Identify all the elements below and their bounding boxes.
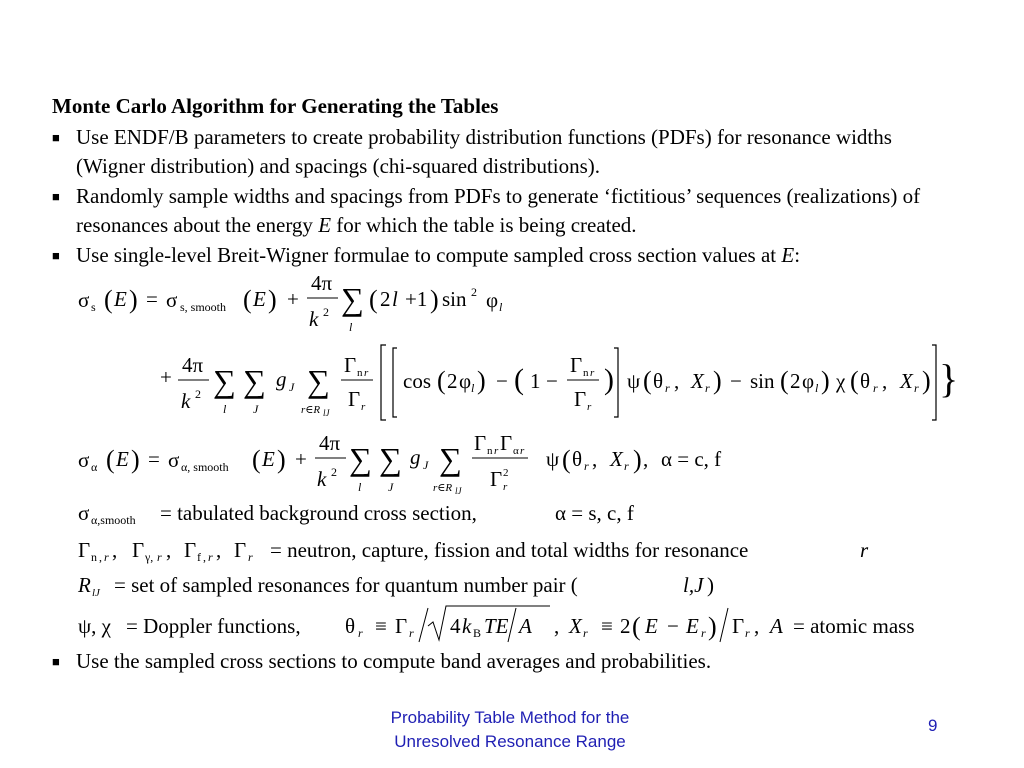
svg-text:(: (: [780, 366, 789, 395]
square-bullet-icon: ■: [52, 189, 60, 204]
svg-text:ψ: ψ: [546, 447, 560, 471]
svg-text:(: (: [243, 285, 252, 314]
svg-text:n: n: [583, 367, 589, 379]
svg-text:,: ,: [203, 550, 206, 564]
square-bullet-icon: ■: [52, 130, 60, 145]
definition-smooth: [78, 501, 634, 527]
svg-text:r: r: [584, 459, 589, 473]
svg-text:α,smooth: α,smooth: [91, 513, 136, 527]
svg-text:(: (: [850, 366, 859, 395]
svg-text:l,J: l,J: [683, 573, 704, 597]
svg-text:(: (: [562, 445, 571, 474]
svg-text:f: f: [197, 550, 201, 564]
svg-text:k: k: [317, 467, 327, 491]
svg-text:4: 4: [450, 614, 461, 638]
svg-text:J: J: [423, 458, 429, 472]
svg-text:,: ,: [882, 369, 888, 393]
svg-text:4π: 4π: [311, 271, 333, 295]
svg-text:−: −: [667, 614, 679, 638]
svg-text:θ: θ: [345, 614, 356, 638]
svg-text:E: E: [645, 614, 658, 638]
svg-text:r: r: [358, 626, 363, 640]
svg-text:Γ: Γ: [474, 431, 487, 455]
svg-text:2: 2: [331, 465, 337, 479]
bullet-text: Use single-level Breit-Wigner formulae to compute sampled cross section values at E:: [76, 243, 801, 267]
svg-text:∑: ∑: [341, 281, 364, 317]
svg-text:r: r: [409, 626, 414, 640]
svg-text:Γ: Γ: [732, 614, 745, 638]
svg-text:X: X: [610, 447, 623, 471]
svg-text:σ: σ: [166, 288, 178, 312]
svg-text:2: 2: [380, 287, 391, 311]
svg-text:E: E: [253, 287, 266, 311]
svg-text:(: (: [632, 612, 641, 641]
svg-text:=: =: [146, 287, 158, 311]
svg-text:): ): [922, 366, 931, 395]
svg-text:J: J: [289, 380, 295, 394]
svg-text:Γ: Γ: [574, 387, 587, 411]
svg-text:R: R: [78, 573, 91, 597]
svg-text:Γ: Γ: [344, 353, 357, 377]
svg-text:): ): [129, 285, 138, 314]
svg-text:): ): [821, 366, 830, 395]
svg-text:): ): [707, 573, 714, 597]
svg-text:r: r: [705, 381, 710, 395]
svg-text:ψ: ψ: [627, 369, 641, 393]
svg-text:r: r: [248, 550, 253, 564]
svg-text:TE: TE: [484, 614, 509, 638]
page-number: 9: [928, 716, 938, 735]
definition-doppler: [78, 606, 915, 642]
equation-sigma-s-continued: [160, 345, 958, 420]
svg-text:r: r: [157, 550, 162, 564]
svg-text:−: −: [546, 369, 558, 393]
svg-text:k: k: [181, 389, 191, 413]
svg-text:): ): [268, 285, 277, 314]
svg-text:2: 2: [503, 467, 509, 479]
svg-text:l: l: [349, 320, 353, 334]
svg-text:(: (: [106, 445, 115, 474]
svg-text:χ: χ: [836, 369, 846, 393]
svg-text:): ): [131, 445, 140, 474]
svg-text:,: ,: [592, 447, 598, 471]
svg-text:∑: ∑: [349, 441, 372, 477]
bullet-text: Randomly sample widths and spacings from PDFs to generate ‘fictitious’ sequences (realizations) of resonances about the energy E for which the table is being created.: [76, 184, 921, 237]
svg-text:): ): [633, 445, 642, 474]
svg-text:+: +: [160, 365, 172, 389]
svg-text:,: ,: [99, 550, 102, 564]
svg-text:(: (: [369, 285, 378, 314]
svg-text:,: ,: [166, 538, 172, 562]
svg-text:E: E: [686, 614, 699, 638]
svg-text:Γ: Γ: [184, 538, 197, 562]
svg-text:2: 2: [790, 369, 801, 393]
svg-text:(: (: [643, 366, 652, 395]
svg-text:r: r: [583, 626, 588, 640]
svg-text:,: ,: [112, 538, 118, 562]
definition-widths-text: = neutron, capture, fission and total widths for resonance: [270, 538, 749, 562]
svg-text:l: l: [499, 300, 503, 314]
svg-text:r: r: [208, 550, 213, 564]
svg-text:A: A: [770, 614, 783, 638]
svg-text:α, smooth: α, smooth: [181, 460, 229, 474]
svg-text:(: (: [437, 366, 446, 395]
svg-text:J: J: [253, 402, 259, 416]
svg-text:): ): [713, 366, 722, 395]
svg-text:α: α: [513, 445, 519, 457]
slide-heading: Monte Carlo Algorithm for Generating the Tables: [52, 94, 499, 118]
svg-text:,: ,: [554, 614, 560, 638]
svg-text:n: n: [91, 550, 97, 564]
svg-text:+: +: [287, 287, 299, 311]
svg-text:r: r: [914, 381, 919, 395]
definition-set-text: = set of sampled resonances for quantum number pair (: [114, 573, 578, 597]
footer-title-line2: Unresolved Resonance Range: [394, 732, 626, 751]
svg-text:sin: sin: [442, 287, 467, 311]
svg-text:α: α: [91, 460, 98, 474]
svg-text:l: l: [471, 381, 475, 395]
svg-text:E: E: [114, 287, 127, 311]
svg-text:+1: +1: [405, 287, 428, 311]
svg-text:,: ,: [216, 538, 222, 562]
svg-text:=: =: [148, 447, 160, 471]
definition-set: [77, 573, 714, 599]
square-bullet-icon: ■: [52, 248, 60, 263]
svg-text:Γ: Γ: [234, 538, 247, 562]
svg-text:α = c, f: α = c, f: [661, 447, 722, 471]
svg-text:−: −: [730, 369, 742, 393]
svg-text:E: E: [116, 447, 129, 471]
definition-doppler-text: = Doppler functions,: [126, 614, 301, 638]
definition-smooth-text: = tabulated background cross section,: [160, 501, 477, 525]
svg-text:θ: θ: [572, 447, 583, 471]
svg-text:1: 1: [530, 369, 541, 393]
svg-text:Γ: Γ: [500, 431, 513, 455]
square-bullet-icon: ■: [52, 654, 60, 669]
svg-text:Γ: Γ: [132, 538, 145, 562]
svg-text:(: (: [104, 285, 113, 314]
svg-text:B: B: [473, 626, 482, 640]
svg-text:): ): [430, 285, 439, 314]
svg-text:s: s: [91, 300, 96, 314]
svg-text:l: l: [392, 287, 398, 311]
svg-text:,: ,: [674, 369, 680, 393]
svg-text:∑: ∑: [307, 363, 330, 399]
svg-text:2: 2: [471, 285, 477, 299]
svg-text:sin: sin: [750, 369, 775, 393]
svg-text:−: −: [496, 369, 508, 393]
svg-text:,: ,: [754, 614, 760, 638]
svg-text:σ: σ: [168, 448, 180, 472]
svg-text:r: r: [860, 538, 869, 562]
svg-text:Γ: Γ: [490, 467, 503, 491]
svg-text:r∈R: r∈R: [433, 482, 453, 494]
svg-text:Γ: Γ: [395, 614, 408, 638]
svg-text:r: r: [503, 481, 508, 493]
svg-text:4π: 4π: [319, 431, 341, 455]
svg-text:Γ: Γ: [78, 538, 91, 562]
svg-text:ψ, χ: ψ, χ: [78, 614, 111, 638]
svg-text:θ: θ: [860, 369, 871, 393]
footer-title: [300, 706, 720, 754]
bullet-text: Use the sampled cross sections to compute band averages and probabilities.: [76, 649, 712, 673]
svg-text:l: l: [358, 480, 362, 494]
svg-text:4π: 4π: [182, 353, 204, 377]
svg-text:cos: cos: [403, 369, 431, 393]
svg-text:Γ: Γ: [570, 353, 583, 377]
svg-text:r: r: [665, 381, 670, 395]
svg-text:r: r: [587, 401, 592, 413]
equation-sigma-alpha: [78, 431, 721, 496]
svg-text:≡: ≡: [375, 614, 387, 638]
svg-text:}: }: [939, 356, 959, 401]
svg-text:X: X: [900, 369, 913, 393]
svg-text:r: r: [873, 381, 878, 395]
svg-text:k: k: [462, 614, 472, 638]
bullet-text: Use ENDF/B parameters to create probability distribution functions (PDFs) for resonance widths (Wigner distribution) and spacings (chi-squared distributions).: [76, 125, 892, 178]
svg-text:): ): [604, 363, 614, 396]
svg-text:∑: ∑: [243, 363, 266, 399]
svg-text:r: r: [624, 459, 629, 473]
svg-text:Γ: Γ: [348, 387, 361, 411]
equation-sigma-s: [78, 271, 503, 334]
svg-text:r: r: [494, 445, 499, 457]
definition-smooth-alpha: α = s, c, f: [555, 501, 634, 525]
definition-widths: [78, 538, 869, 564]
svg-text:X: X: [569, 614, 582, 638]
svg-text:(: (: [252, 445, 261, 474]
svg-text:k: k: [309, 307, 319, 331]
definition-atomic-text: = atomic mass: [793, 614, 915, 638]
svg-text:σ: σ: [78, 288, 90, 312]
svg-text:n: n: [487, 445, 493, 457]
svg-text:l: l: [223, 402, 227, 416]
svg-text:2: 2: [323, 305, 329, 319]
svg-text:l: l: [815, 381, 819, 395]
footer-title-line1: Probability Table Method for the: [390, 708, 630, 727]
svg-text:g: g: [410, 445, 421, 469]
svg-text:φ: φ: [802, 369, 815, 393]
svg-text:r: r: [364, 367, 369, 379]
svg-text:σ: σ: [78, 448, 90, 472]
svg-text:r: r: [104, 550, 109, 564]
svg-text:r: r: [520, 445, 525, 457]
svg-text:J: J: [388, 480, 394, 494]
svg-text:r: r: [745, 626, 750, 640]
svg-text:r∈R: r∈R: [301, 404, 321, 416]
svg-text:r: r: [361, 401, 366, 413]
svg-text:φ: φ: [459, 369, 472, 393]
svg-text:σ: σ: [78, 501, 90, 525]
svg-text:lJ: lJ: [92, 587, 100, 599]
svg-text:n: n: [357, 367, 363, 379]
svg-text:φ: φ: [486, 288, 499, 312]
svg-text:): ): [708, 612, 717, 641]
svg-text:∑: ∑: [379, 441, 402, 477]
svg-text:+: +: [295, 447, 307, 471]
svg-text:g: g: [276, 367, 287, 391]
svg-text:2: 2: [195, 387, 201, 401]
svg-text:lJ: lJ: [323, 408, 330, 418]
svg-text:2: 2: [447, 369, 458, 393]
svg-text:s, smooth: s, smooth: [180, 300, 227, 314]
svg-text:θ: θ: [653, 369, 664, 393]
svg-text:2: 2: [620, 614, 631, 638]
svg-text:X: X: [691, 369, 704, 393]
svg-text:r: r: [590, 367, 595, 379]
svg-text:lJ: lJ: [455, 486, 462, 496]
svg-text:): ): [477, 366, 486, 395]
svg-text:): ): [277, 445, 286, 474]
svg-text:A: A: [519, 614, 532, 638]
svg-text:,: ,: [643, 447, 649, 471]
svg-text:∑: ∑: [439, 441, 462, 477]
svg-text:r: r: [701, 626, 706, 640]
svg-text:(: (: [514, 363, 524, 396]
bullet-item-band-averages: [52, 647, 952, 676]
svg-text:E: E: [262, 447, 275, 471]
svg-text:≡: ≡: [601, 614, 613, 638]
svg-text:γ,: γ,: [145, 550, 154, 564]
svg-text:∑: ∑: [213, 363, 236, 399]
